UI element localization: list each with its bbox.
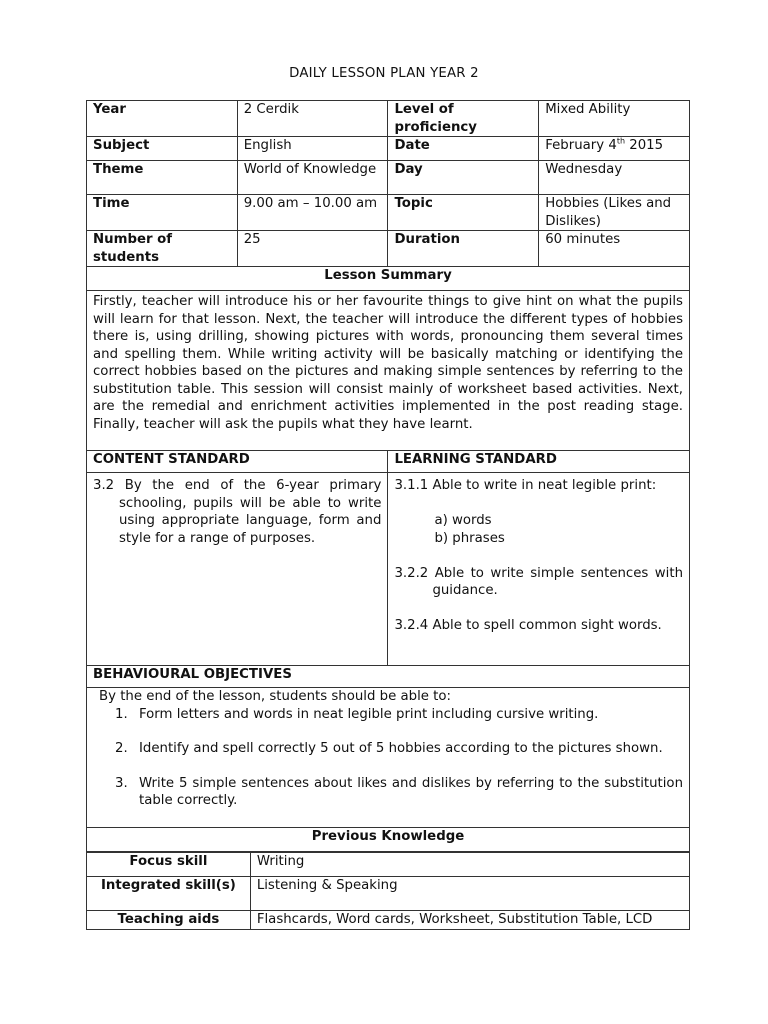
- objective-item: 1. Form letters and words in neat legible print including cursive writing.: [115, 706, 599, 722]
- row-year: [87, 101, 690, 137]
- subject-label: Subject: [87, 137, 238, 161]
- row-objectives: [87, 688, 690, 828]
- objective-item: 2. Identify and spell correctly 5 out of 5 hobbies according to the pictures shown.: [115, 741, 663, 756]
- day-value: Wednesday: [539, 161, 690, 195]
- year-label: Year: [87, 101, 238, 137]
- year-value: 2 Cerdik: [237, 101, 388, 137]
- content-standard-text: 3.2 By the end of the 6-year primary schooling, pupils will be able to write using appropriate language, form and style for a range of purposes.: [93, 478, 382, 546]
- lesson-plan-table: [86, 100, 690, 852]
- topic-label: Topic: [388, 195, 539, 231]
- learning-standard-1a: a) words: [434, 513, 492, 528]
- theme-label: Theme: [87, 161, 238, 195]
- lesson-summary-heading: Lesson Summary: [87, 267, 690, 291]
- duration-label: Duration: [388, 231, 539, 267]
- date-value: February 4th 2015: [539, 137, 690, 161]
- objective-item: 3. Write 5 simple sentences about likes and dislikes by referring to the substitution table correctly.: [115, 775, 683, 808]
- teaching-aids-label: Teaching aids: [87, 911, 251, 930]
- row-standards-heading: [87, 451, 690, 473]
- subject-value: English: [237, 137, 388, 161]
- objectives-heading: BEHAVIOURAL OBJECTIVES: [87, 666, 690, 688]
- focus-skill-value: Writing: [250, 853, 689, 877]
- focus-skill-label: Focus skill: [87, 853, 251, 877]
- learning-standard-2: 3.2.2 Able to write simple sentences with guidance.: [394, 565, 683, 598]
- students-value: 25: [237, 231, 388, 267]
- row-theme: [87, 161, 690, 195]
- teaching-aids-value: Flashcards, Word cards, Worksheet, Substitution Table, LCD: [250, 911, 689, 930]
- row-subject: [87, 137, 690, 161]
- row-teaching-aids: [87, 911, 690, 930]
- skills-table: [86, 852, 690, 930]
- learning-standard-heading: LEARNING STANDARD: [388, 451, 690, 473]
- time-value: 9.00 am – 10.00 am: [237, 195, 388, 231]
- duration-value: 60 minutes: [539, 231, 690, 267]
- integrated-skill-value: Listening & Speaking: [250, 877, 689, 911]
- time-label: Time: [87, 195, 238, 231]
- theme-value: World of Knowledge: [237, 161, 388, 195]
- row-students: [87, 231, 690, 267]
- proficiency-value: Mixed Ability: [539, 101, 690, 137]
- date-label: Date: [388, 137, 539, 161]
- row-standards: [87, 473, 690, 666]
- day-label: Day: [388, 161, 539, 195]
- previous-knowledge-heading: Previous Knowledge: [87, 828, 690, 852]
- row-time: [87, 195, 690, 231]
- proficiency-label: Level of proficiency: [388, 101, 539, 137]
- row-summary-text: [87, 291, 690, 451]
- row-integrated-skill: [87, 877, 690, 911]
- learning-standard-3: 3.2.4 Able to spell common sight words.: [394, 618, 662, 633]
- objectives-intro: By the end of the lesson, students should be able to:: [99, 689, 452, 704]
- lesson-summary-text: Firstly, teacher will introduce his or her favourite things to give hint on what the pupils will learn for that lesson. Next, the teacher will introduce the different types of hobbies there is, using drilling, showing pictures with words, pronouncing them several times and spelling them. While writing activity will be basically matching or identifying the correct hobbies based on the pictures and making simple sentences by referring to the substitution table. This session will consist mainly of worksheet based activities. Next, are the remedial and enrichment activities implemented in the post reading stage. Finally, teacher will ask the pupils what they have learnt.: [87, 291, 690, 451]
- objectives-list: [93, 706, 683, 810]
- integrated-skill-label: Integrated skill(s): [87, 877, 251, 911]
- learning-standard-1b: b) phrases: [434, 530, 505, 546]
- students-label: Number of students: [87, 231, 238, 267]
- row-objectives-heading: [87, 666, 690, 688]
- row-focus-skill: [87, 853, 690, 877]
- page-title: DAILY LESSON PLAN YEAR 2: [289, 66, 479, 81]
- topic-value: Hobbies (Likes and Dislikes): [539, 195, 690, 231]
- content-standard-heading: CONTENT STANDARD: [87, 451, 388, 473]
- row-previous-knowledge: [87, 828, 690, 852]
- row-summary-heading: [87, 267, 690, 291]
- learning-standard-1: 3.1.1 Able to write in neat legible print:: [394, 478, 657, 493]
